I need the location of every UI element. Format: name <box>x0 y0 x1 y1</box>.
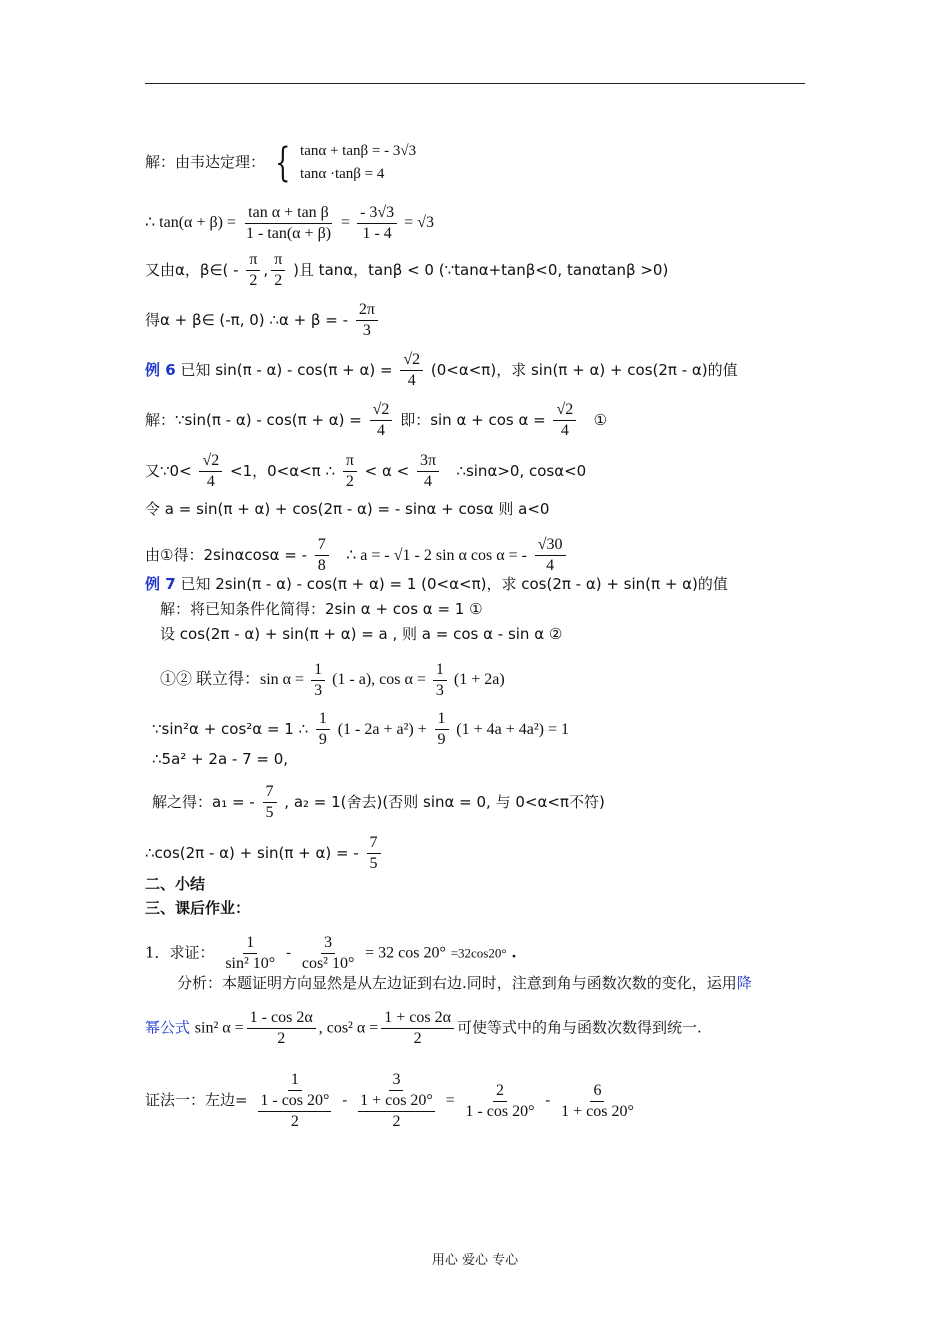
text: <1，0<α<π ∴ <box>230 462 336 480</box>
numerator: 1 + cos 2α <box>381 1008 454 1029</box>
denominator: 1 + cos 20° <box>561 1102 634 1120</box>
fraction <box>417 451 439 492</box>
text: = 32 cos 20° <box>365 944 446 962</box>
numerator: 3π <box>417 451 439 472</box>
tan-sum-line <box>145 203 434 244</box>
text: 分析：本题证明方向显然是从左边证到右边.同时，注意到角与函数次数的变化，运用 <box>177 974 737 992</box>
text: (0<α<π)，求 sin(π + α) + cos(2π - α)的值 <box>430 361 738 379</box>
numerator: √30 <box>535 535 566 556</box>
numerator: - 3√3 <box>357 203 397 224</box>
numerator: tan α + tan β <box>245 203 332 224</box>
text: (1 + 4a + 4a²) = 1 <box>456 721 570 738</box>
numerator: 2 <box>493 1081 507 1102</box>
denominator: 2 <box>274 272 283 289</box>
numerator: 2π <box>356 300 378 321</box>
fraction <box>535 535 566 576</box>
text: 解：∵sin(π - α) - cos(π + α) = <box>145 411 362 429</box>
fraction <box>247 1008 316 1049</box>
text: 已知 2sin(π - α) - cos(π + α) = 1 (0<α<π)，求 cos(2π - α) + sin(π + α)的值 <box>180 575 728 593</box>
text: 令 a = sin(π + α) + cos(2π - α) = - sinα + cosα 则 a<0 <box>145 500 550 518</box>
numerator: 3 <box>389 1070 403 1091</box>
solution-7-line-3 <box>160 660 505 701</box>
fraction <box>315 535 329 576</box>
denominator <box>255 1091 334 1132</box>
numerator: √2 <box>553 400 576 421</box>
numerator: 1 <box>311 660 325 681</box>
fraction <box>553 400 576 441</box>
proof-line-1 <box>145 1070 640 1132</box>
fraction <box>343 451 357 492</box>
inner-denominator: 2 <box>392 1113 401 1130</box>
solution-7-result <box>145 833 384 874</box>
range-line: 又由α，β∈( - $\frac{\pi}{2}$ , $\frac{\pi}{2}$ )且 tanα，tanβ < 0 (∵tanα+tanβ<0, tanαtanβ >0) <box>145 251 669 289</box>
numerator: 7 <box>367 833 381 854</box>
text: ∴cos(2π - α) + sin(π + α) = - <box>145 844 359 862</box>
text: - <box>285 943 292 962</box>
text: 设 cos(2π - α) + sin(π + α) = a , 则 a = cos α - sin α ② <box>160 625 563 643</box>
solution-7-line-5 <box>152 749 288 769</box>
text: = <box>341 214 351 232</box>
numerator: 1 <box>435 709 449 730</box>
fraction <box>255 1070 334 1132</box>
text: = <box>445 1092 455 1109</box>
text: - <box>342 1091 348 1109</box>
section-homework <box>145 898 250 918</box>
denominator: 4 <box>206 473 215 490</box>
alpha-beta-line <box>145 300 381 341</box>
denominator: 9 <box>318 731 327 748</box>
text: 已知 sin(π - α) - cos(π + α) = <box>180 361 393 379</box>
example-6 <box>145 350 738 391</box>
text: - <box>545 1091 551 1109</box>
header-rule <box>145 83 805 84</box>
denominator: 1 - tan(α + β) <box>245 225 332 242</box>
example-label: 例 7 <box>145 575 176 593</box>
fraction <box>370 400 393 441</box>
solution-7-line-4 <box>152 709 569 750</box>
power-reduction-link[interactable]: 降 <box>736 974 752 992</box>
text: . <box>511 943 517 962</box>
system-eq-1: tanα + tanβ = - 3√3 <box>300 143 417 159</box>
text: 由①得：2sinαcosα = - <box>145 546 308 564</box>
text: 解：将已知条件化简得：2sin α + cos α = 1 ① <box>160 600 483 618</box>
fraction <box>435 709 449 750</box>
fraction <box>271 250 285 291</box>
denominator: 4 <box>424 473 433 490</box>
fraction <box>243 203 334 244</box>
numerator: √2 <box>400 350 423 371</box>
example-7 <box>145 574 728 594</box>
text: 即：sin α + cos α = <box>400 411 546 429</box>
fraction <box>299 933 358 974</box>
inner-denominator: 2 <box>290 1113 299 1130</box>
text: 三、课后作业： <box>145 899 251 917</box>
text: sin² α = <box>194 1019 244 1037</box>
denominator: 3 <box>362 322 371 339</box>
fraction <box>558 1081 637 1122</box>
denominator <box>355 1091 438 1132</box>
numerator: 1 <box>288 1070 302 1091</box>
fraction <box>355 1070 438 1132</box>
fraction <box>356 300 378 341</box>
text: 可使等式中的角与函数次数得到统一. <box>456 1018 702 1037</box>
text: (1 - 2a + a²) + <box>337 721 427 738</box>
text: 1．求证： <box>145 943 215 962</box>
numerator: 1 <box>316 709 330 730</box>
section-summary <box>145 874 205 894</box>
numerator: π <box>246 250 260 271</box>
numerator: π <box>271 250 285 271</box>
text: 二、小结 <box>145 875 206 893</box>
text: 得α + β∈ (-π, 0) ∴α + β = - <box>145 311 349 329</box>
denominator: 1 - cos 20° <box>465 1102 535 1120</box>
text: (1 + 2a) <box>453 671 505 689</box>
numerator: 1 - cos 2α <box>247 1008 316 1029</box>
solution-6-line-4 <box>145 535 569 576</box>
fraction <box>199 451 222 492</box>
text: =32cos20° <box>450 945 507 961</box>
solution-7-line-1 <box>160 599 483 619</box>
denominator: 9 <box>437 731 446 748</box>
fraction <box>311 660 325 701</box>
text: 解之得：a₁ = - <box>152 793 255 811</box>
text: 又∵0< <box>145 462 192 480</box>
numerator: 1 <box>243 933 257 954</box>
solution-6-line-2 <box>145 451 586 492</box>
denominator: 2 <box>277 1030 286 1047</box>
text: ∵sin²α + cos²α = 1 ∴ <box>152 720 309 738</box>
system-brace: { <box>274 140 291 186</box>
numerator: 6 <box>590 1081 604 1102</box>
text: , a₂ = 1(舍去)(否则 sinα = 0, 与 0<α<π不符) <box>284 793 605 811</box>
denominator: sin² 10° <box>225 955 276 972</box>
fraction <box>316 709 330 750</box>
denominator: 3 <box>314 682 323 699</box>
denominator: 3 <box>435 682 444 699</box>
example-label: 例 6 <box>145 361 176 379</box>
analysis-line-1 <box>177 973 752 993</box>
fraction <box>381 1008 454 1049</box>
denominator: 1 - 4 <box>362 225 392 242</box>
text: ∴ tan(α + β) = <box>145 214 236 232</box>
numerator: 7 <box>263 782 277 803</box>
text: = √3 <box>404 214 434 232</box>
text: (1 - a), cos α = <box>332 671 426 689</box>
numerator: 3 <box>321 933 335 954</box>
homework-1 <box>145 933 517 974</box>
denominator: 4 <box>546 557 555 574</box>
fraction <box>222 933 278 974</box>
fraction <box>433 660 447 701</box>
solution-6-line-1 <box>145 400 607 441</box>
page-footer: 用心 爱心 专心 <box>431 1253 519 1268</box>
power-reduction-link-2[interactable]: 幂公式 <box>145 1018 191 1037</box>
solution-7-line-6 <box>152 782 605 823</box>
solution-label: 解：由韦达定理： <box>145 153 266 171</box>
inner-numerator: 1 - cos 20° <box>258 1091 331 1112</box>
numerator: √2 <box>199 451 222 472</box>
inner-numerator: 1 + cos 20° <box>358 1091 435 1112</box>
text: )且 tanα，tanβ < 0 (∵tanα+tanβ<0, tanαtanβ >0) <box>293 261 669 279</box>
equation-system <box>300 140 416 186</box>
fraction <box>367 833 381 874</box>
text: 又由α，β∈( - <box>145 261 239 279</box>
fraction <box>246 250 260 291</box>
solution-6-line-3 <box>145 499 549 519</box>
denominator: 8 <box>317 557 326 574</box>
numerator: 7 <box>315 535 329 556</box>
numerator: 1 <box>433 660 447 681</box>
text: ① <box>593 411 608 429</box>
fraction <box>263 782 277 823</box>
fraction <box>462 1081 537 1122</box>
denominator: 4 <box>407 372 416 389</box>
denominator: 5 <box>265 804 274 821</box>
denominator: cos² 10° <box>301 955 355 972</box>
text: 证法一：左边= <box>145 1091 248 1109</box>
vieta-line <box>145 140 416 186</box>
numerator: π <box>343 451 357 472</box>
denominator: 2 <box>249 272 258 289</box>
system-eq-2: tanα ·tanβ = 4 <box>300 166 385 182</box>
numerator: √2 <box>370 400 393 421</box>
denominator: 4 <box>377 422 386 439</box>
denominator: 4 <box>560 422 569 439</box>
text: ∴ a = - √1 - 2 sin α cos α = - <box>346 547 527 564</box>
fraction <box>357 203 397 244</box>
denominator: 5 <box>369 855 378 872</box>
solution-7-line-2 <box>160 624 562 644</box>
text: ∴5a² + 2a - 7 = 0, <box>152 750 289 768</box>
text: ①② 联立得：sin α = <box>160 671 305 689</box>
fraction <box>400 350 423 391</box>
denominator: 2 <box>345 473 354 490</box>
denominator: 2 <box>413 1030 422 1047</box>
analysis-line-2 <box>145 1008 702 1049</box>
text: < α < <box>364 462 410 480</box>
text: , cos² α = <box>318 1019 379 1037</box>
text: ∴sinα>0, cosα<0 <box>456 462 587 480</box>
